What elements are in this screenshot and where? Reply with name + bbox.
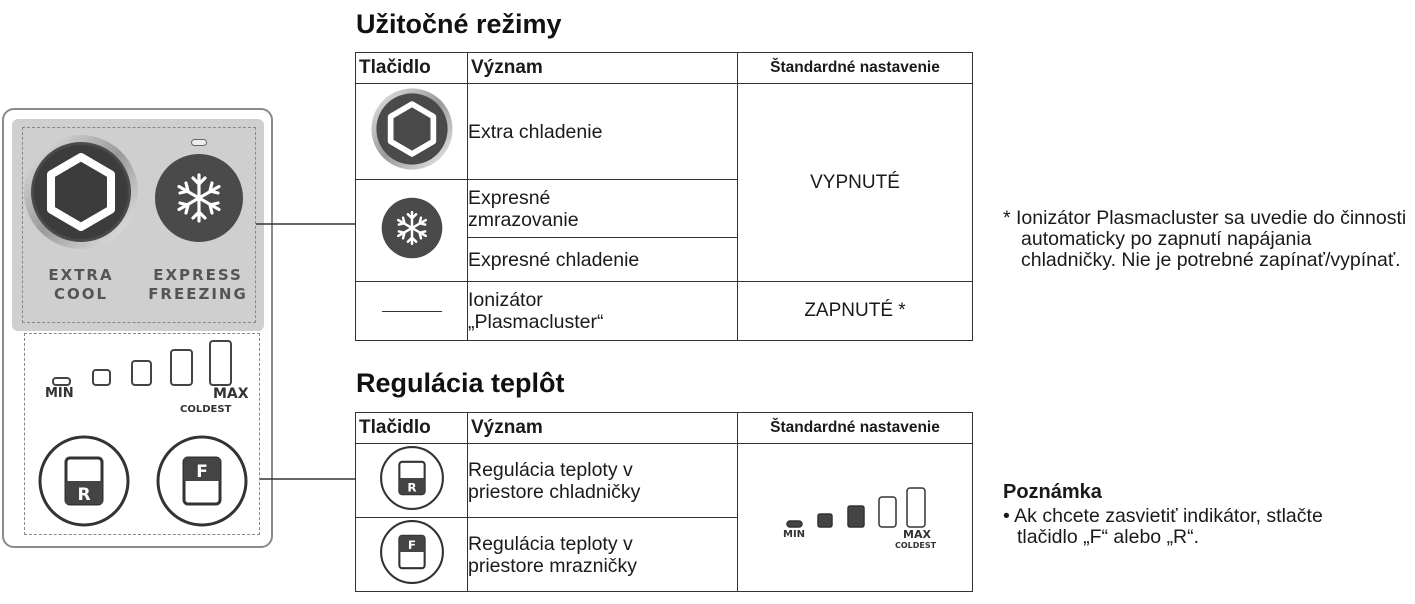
default-off: VYPNUTÉ <box>738 84 973 282</box>
remark-title: Poznámka <box>1003 481 1102 503</box>
modes-header-row <box>356 53 973 84</box>
f-button-cell <box>356 518 468 592</box>
r-letter: R <box>77 485 91 505</box>
f-button-icon <box>379 519 445 585</box>
plasmacluster-note: * Ionizátor Plasmacluster sa uvedie do činnosti automaticky po zapnutí napájania chladničky. Nie je potrebné zapínať/vypínať. <box>1003 207 1407 271</box>
express-freezing-label: EXPRESS FREEZING <box>148 266 248 303</box>
table-row <box>356 84 973 180</box>
extra-cool-ring-icon <box>370 87 454 171</box>
default-scale-coldest-label: COLDEST <box>895 540 937 550</box>
r-button-icon <box>379 445 445 511</box>
row-meaning: Regulácia teploty v priestore chladničky <box>468 444 738 518</box>
connector-lines <box>256 200 356 490</box>
default-level-indicators <box>775 483 935 533</box>
express-freezing-button[interactable] <box>154 153 244 243</box>
temperature-title: Regulácia teplôt <box>356 368 565 398</box>
header-meaning: Význam <box>468 53 738 84</box>
snowflake-icon <box>381 197 443 259</box>
row-meaning: Expresné zmrazovanie <box>468 180 738 238</box>
remark-text: • Ak chcete zasvietiť indikátor, stlačte tlačidlo „F“ alebo „R“. <box>1003 505 1323 548</box>
temperature-header-row <box>356 413 973 444</box>
row-meaning: Extra chladenie <box>468 84 738 180</box>
row-meaning: Regulácia teploty v priestore mrazničky <box>468 518 738 592</box>
express-freezing-indicator-led <box>191 139 207 146</box>
header-default: Štandardné nastavenie <box>738 53 973 84</box>
default-scale-min-label: MIN <box>783 528 806 540</box>
default-scale-max-label: MAX <box>903 527 931 541</box>
panel-scale-max-label: MAX <box>213 386 249 402</box>
header-button: Tlačidlo <box>356 413 468 444</box>
default-on: ZAPNUTÉ * <box>738 282 973 341</box>
header-meaning: Význam <box>468 413 738 444</box>
svg-text:R: R <box>406 480 417 495</box>
dash-line-icon <box>382 311 442 312</box>
temperature-table <box>355 412 973 592</box>
freezer-temperature-button[interactable] <box>155 434 249 528</box>
extra-cool-button[interactable] <box>22 133 140 251</box>
f-letter: F <box>196 462 208 482</box>
table-row <box>356 444 973 518</box>
refrigerator-temperature-button[interactable] <box>37 434 131 528</box>
extra-cool-label: EXTRA COOL <box>48 266 114 303</box>
table-row <box>356 282 973 341</box>
panel-scale-coldest-label: COLDEST <box>180 404 232 415</box>
header-button: Tlačidlo <box>356 53 468 84</box>
extra-cool-cell <box>356 84 468 180</box>
row-meaning: Ionizátor „Plasmacluster“ <box>468 282 738 341</box>
header-default: Štandardné nastavenie <box>738 413 973 444</box>
modes-title: Užitočné režimy <box>356 9 562 39</box>
default-level-cell <box>738 444 973 592</box>
r-button-cell <box>356 444 468 518</box>
row-meaning: Expresné chladenie <box>468 238 738 282</box>
svg-text:F: F <box>407 538 416 553</box>
modes-table <box>355 52 973 341</box>
plasmacluster-cell <box>356 282 468 341</box>
panel-scale-min-label: MIN <box>45 386 74 401</box>
express-cell <box>356 180 468 282</box>
